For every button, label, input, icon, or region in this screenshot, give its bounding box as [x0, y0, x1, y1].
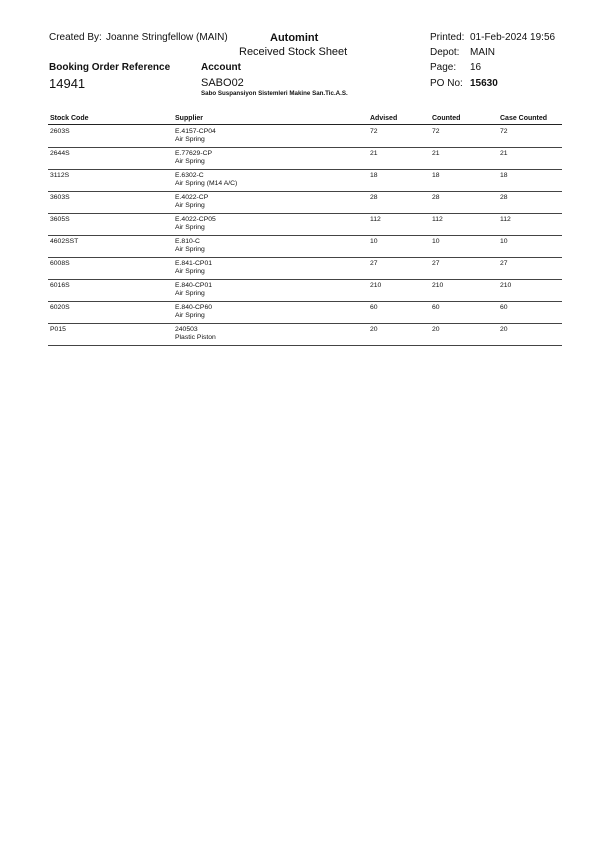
- table-row: [48, 323, 562, 346]
- po-label: PO No:: [430, 78, 463, 89]
- booking-ref-label: Booking Order Reference: [49, 62, 171, 73]
- stock-code: 2644S: [50, 150, 70, 157]
- account-name: Sabo Suspansiyon Sistemleri Makine San.Tic.A.S.: [201, 90, 348, 97]
- supplier-code: E.810-C: [175, 238, 200, 245]
- table-row: [48, 301, 562, 324]
- stock-code: 6008S: [50, 260, 70, 267]
- case-counted-qty: 20: [500, 326, 508, 333]
- supplier-code: E.4157-CP04: [175, 128, 216, 135]
- counted-qty: 210: [432, 282, 444, 289]
- item-description: Air Spring: [175, 136, 205, 143]
- supplier-code: E.841-CP01: [175, 260, 213, 267]
- col-stock-code: Stock Code: [50, 115, 89, 122]
- item-description: Air Spring: [175, 202, 205, 209]
- advised-qty: 27: [370, 260, 378, 267]
- item-description: Air Spring: [175, 246, 205, 253]
- booking-ref-value: 14941: [49, 76, 86, 91]
- printed-value: 01-Feb-2024 19:56: [470, 32, 556, 43]
- table-row: [48, 235, 562, 258]
- page-label: Page:: [430, 62, 457, 73]
- table-row: [48, 147, 562, 170]
- case-counted-qty: 72: [500, 128, 508, 135]
- item-description: Air Spring: [175, 224, 205, 231]
- depot-label: Depot:: [430, 47, 460, 58]
- item-description: Air Spring: [175, 312, 205, 319]
- case-counted-qty: 60: [500, 304, 508, 311]
- created-by-label: Created By:: [49, 32, 102, 43]
- case-counted-qty: 27: [500, 260, 508, 267]
- case-counted-qty: 21: [500, 150, 508, 157]
- advised-qty: 21: [370, 150, 378, 157]
- company-name: Automint: [270, 32, 319, 44]
- case-counted-qty: 10: [500, 238, 508, 245]
- stock-code: 6020S: [50, 304, 70, 311]
- table-row: [48, 213, 562, 236]
- advised-qty: 210: [370, 282, 382, 289]
- item-description: Air Spring: [175, 268, 205, 275]
- document-title: Received Stock Sheet: [239, 46, 348, 58]
- item-description: Plastic Piston: [175, 334, 216, 341]
- case-counted-qty: 210: [500, 282, 512, 289]
- stock-code: 2603S: [50, 128, 70, 135]
- col-case-counted: Case Counted: [500, 115, 548, 122]
- advised-qty: 72: [370, 128, 378, 135]
- table-row: [48, 257, 562, 280]
- depot-value: MAIN: [470, 47, 495, 58]
- supplier-code: E.840-CP60: [175, 304, 213, 311]
- stock-code: P015: [50, 326, 66, 333]
- item-description: Air Spring: [175, 290, 205, 297]
- supplier-code: 240503: [175, 326, 198, 333]
- counted-qty: 18: [432, 172, 440, 179]
- col-advised: Advised: [370, 115, 398, 122]
- stock-code: 3112S: [50, 172, 70, 179]
- table-row: [48, 125, 562, 148]
- table-row: [48, 169, 562, 192]
- counted-qty: 28: [432, 194, 440, 201]
- supplier-code: E.6302-C: [175, 172, 204, 179]
- advised-qty: 112: [370, 216, 381, 223]
- counted-qty: 60: [432, 304, 440, 311]
- supplier-code: E.4022-CP: [175, 194, 209, 201]
- col-supplier: Supplier: [175, 115, 204, 122]
- item-description: Air Spring (M14 A/C): [175, 180, 238, 187]
- stock-code: 6016S: [50, 282, 70, 289]
- stock-code: 3605S: [50, 216, 70, 223]
- item-description: Air Spring: [175, 158, 205, 165]
- account-code: SABO02: [201, 77, 244, 89]
- counted-qty: 20: [432, 326, 440, 333]
- counted-qty: 27: [432, 260, 440, 267]
- case-counted-qty: 112: [500, 216, 511, 223]
- advised-qty: 18: [370, 172, 378, 179]
- advised-qty: 60: [370, 304, 378, 311]
- case-counted-qty: 18: [500, 172, 508, 179]
- advised-qty: 28: [370, 194, 378, 201]
- stock-code: 4602SST: [50, 238, 79, 245]
- supplier-code: E.4022-CP05: [175, 216, 216, 223]
- po-number: 15630: [470, 78, 498, 89]
- col-counted: Counted: [432, 115, 461, 122]
- account-label: Account: [201, 62, 241, 73]
- table-row: [48, 279, 562, 302]
- counted-qty: 72: [432, 128, 440, 135]
- advised-qty: 20: [370, 326, 378, 333]
- printed-label: Printed:: [430, 32, 465, 43]
- table-row: [48, 191, 562, 214]
- supplier-code: E.77629-CP: [175, 150, 213, 157]
- counted-qty: 112: [432, 216, 443, 223]
- stock-code: 3603S: [50, 194, 70, 201]
- counted-qty: 21: [432, 150, 440, 157]
- case-counted-qty: 28: [500, 194, 508, 201]
- created-by-value: Joanne Stringfellow (MAIN): [106, 32, 228, 43]
- counted-qty: 10: [432, 238, 440, 245]
- supplier-code: E.840-CP01: [175, 282, 213, 289]
- page-number: 16: [470, 62, 482, 73]
- advised-qty: 10: [370, 238, 378, 245]
